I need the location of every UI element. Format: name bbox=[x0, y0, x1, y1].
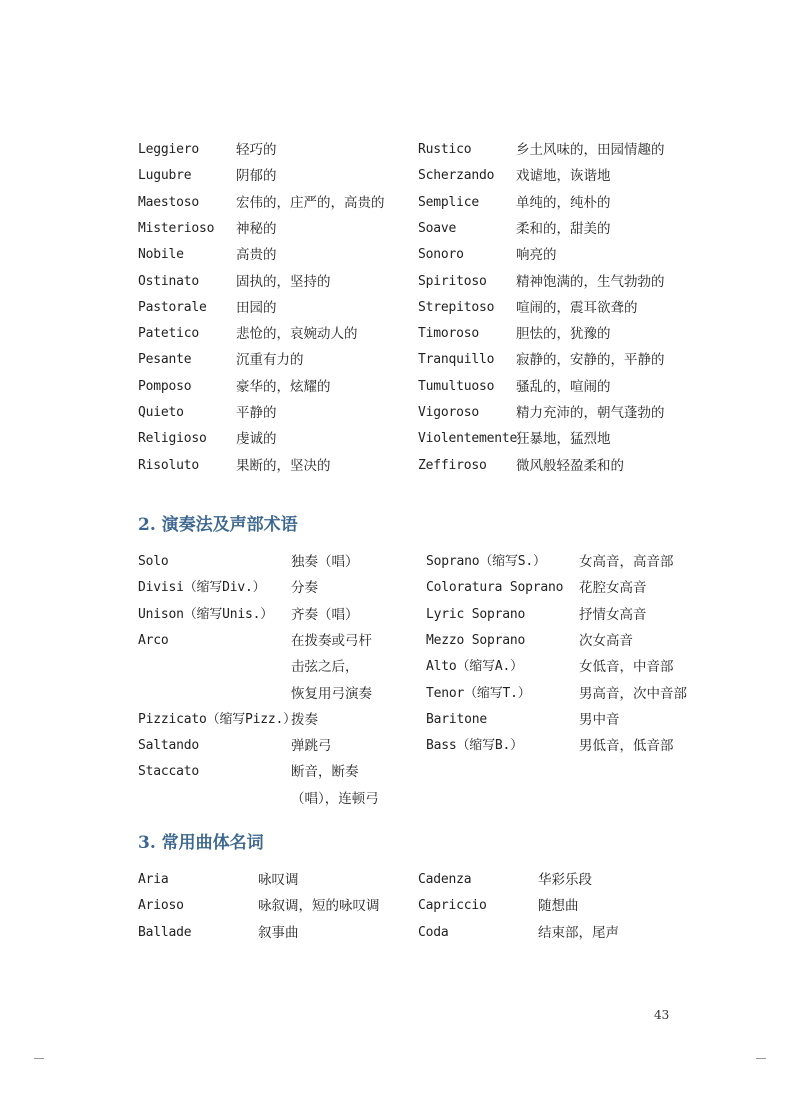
term-meaning: 咏叙调，短的咏叹调 bbox=[258, 898, 380, 914]
term: Divisi（缩写Div.） bbox=[138, 580, 266, 595]
term-meaning: 喧闹的，震耳欲聋的 bbox=[516, 300, 638, 316]
term-meaning: 击弦之后， bbox=[291, 659, 359, 675]
term: Ballade bbox=[138, 925, 192, 940]
term-meaning: 悲怆的，哀婉动人的 bbox=[236, 326, 358, 342]
term: Staccato bbox=[138, 764, 200, 779]
term: Timoroso bbox=[418, 326, 480, 341]
term-meaning: 女高音，高音部 bbox=[579, 554, 674, 570]
term-meaning: （唱），连顿弓 bbox=[291, 791, 379, 807]
term: Risoluto bbox=[138, 458, 200, 473]
term-meaning: 柔和的，甜美的 bbox=[516, 221, 611, 237]
term: Soave bbox=[418, 221, 457, 236]
term-meaning: 单纯的，纯朴的 bbox=[516, 195, 611, 211]
crop-mark-left bbox=[34, 1058, 44, 1059]
term: Arioso bbox=[138, 898, 184, 913]
term-meaning: 高贵的 bbox=[236, 247, 277, 263]
term-meaning: 精神饱满的，生气勃勃的 bbox=[516, 274, 665, 290]
term: Rustico bbox=[418, 142, 472, 157]
term: Pesante bbox=[138, 352, 192, 367]
term: Saltando bbox=[138, 738, 200, 753]
term-meaning: 阴郁的 bbox=[236, 168, 277, 184]
term: Semplice bbox=[418, 195, 480, 210]
term: Cadenza bbox=[418, 872, 472, 887]
term-meaning: 花腔女高音 bbox=[579, 580, 647, 596]
term: Nobile bbox=[138, 247, 184, 262]
term-meaning: 胆怯的，犹豫的 bbox=[516, 326, 611, 342]
term-meaning: 宏伟的，庄严的，高贵的 bbox=[236, 195, 385, 211]
term: Misterioso bbox=[138, 221, 215, 236]
term: Alto（缩写A.） bbox=[426, 659, 523, 674]
term-meaning: 沉重有力的 bbox=[236, 352, 304, 368]
term-meaning: 男高音，次中音部 bbox=[579, 686, 687, 702]
crop-mark-right bbox=[756, 1058, 766, 1059]
term-meaning: 抒情女高音 bbox=[579, 607, 647, 623]
term: Tranquillo bbox=[418, 352, 495, 367]
term-meaning: 咏叹调 bbox=[258, 872, 299, 888]
term-meaning: 拨奏 bbox=[291, 712, 318, 728]
term-meaning: 果断的，坚决的 bbox=[236, 458, 331, 474]
page-number: 43 bbox=[654, 1008, 670, 1022]
term: Tumultuoso bbox=[418, 379, 495, 394]
term: Solo bbox=[138, 554, 169, 569]
term: Spiritoso bbox=[418, 274, 487, 289]
term-meaning: 骚乱的，喧闹的 bbox=[516, 379, 611, 395]
term-meaning: 豪华的，炫耀的 bbox=[236, 379, 331, 395]
term: Scherzando bbox=[418, 168, 495, 183]
term-meaning: 分奏 bbox=[291, 580, 318, 596]
term: Maestoso bbox=[138, 195, 200, 210]
term: Ostinato bbox=[138, 274, 200, 289]
term-meaning: 齐奏（唱） bbox=[291, 607, 359, 623]
term-meaning: 固执的，坚持的 bbox=[236, 274, 331, 290]
term-meaning: 华彩乐段 bbox=[538, 872, 592, 888]
term: Capriccio bbox=[418, 898, 487, 913]
term-meaning: 虔诚的 bbox=[236, 431, 277, 447]
term-meaning: 独奏（唱） bbox=[291, 554, 359, 570]
term: Violentemente bbox=[418, 431, 518, 446]
term-meaning: 微风般轻盈柔和的 bbox=[516, 458, 624, 474]
term: Pastorale bbox=[138, 300, 207, 315]
term: Mezzo Soprano bbox=[426, 633, 526, 648]
term-meaning: 叙事曲 bbox=[258, 925, 299, 941]
term: Tenor（缩写T.） bbox=[426, 686, 531, 701]
term: Zeffiroso bbox=[418, 458, 487, 473]
term: Pizzicato（缩写Pizz.） bbox=[138, 712, 296, 727]
term-meaning: 田园的 bbox=[236, 300, 277, 316]
term-meaning: 结束部，尾声 bbox=[538, 925, 619, 941]
term: Patetico bbox=[138, 326, 200, 341]
term: Coloratura Soprano bbox=[426, 580, 564, 595]
term: Strepitoso bbox=[418, 300, 495, 315]
term-meaning: 弹跳弓 bbox=[291, 738, 332, 754]
term: Soprano（缩写S.） bbox=[426, 554, 546, 569]
term: Lyric Soprano bbox=[426, 607, 526, 622]
term: Baritone bbox=[426, 712, 488, 727]
term-meaning: 响亮的 bbox=[516, 247, 557, 263]
term-meaning: 恢复用弓演奏 bbox=[291, 686, 372, 702]
term-meaning: 乡土风味的，田园情趣的 bbox=[516, 142, 665, 158]
term: Vigoroso bbox=[418, 405, 480, 420]
term-meaning: 随想曲 bbox=[538, 898, 579, 914]
term: Coda bbox=[418, 925, 449, 940]
term: Religioso bbox=[138, 431, 207, 446]
term-meaning: 平静的 bbox=[236, 405, 277, 421]
term-meaning: 精力充沛的，朝气蓬勃的 bbox=[516, 405, 665, 421]
term-meaning: 女低音，中音部 bbox=[579, 659, 674, 675]
term-meaning: 断音，断奏 bbox=[291, 764, 359, 780]
term: Leggiero bbox=[138, 142, 200, 157]
term: Aria bbox=[138, 872, 169, 887]
term-meaning: 神秘的 bbox=[236, 221, 277, 237]
term: Arco bbox=[138, 633, 169, 648]
term-meaning: 戏谑地，诙谐地 bbox=[516, 168, 611, 184]
term: Bass（缩写B.） bbox=[426, 738, 523, 753]
term-meaning: 男低音，低音部 bbox=[579, 738, 674, 754]
term-meaning: 寂静的，安静的，平静的 bbox=[516, 352, 665, 368]
term: Lugubre bbox=[138, 168, 192, 183]
term: Quieto bbox=[138, 405, 184, 420]
section-2-heading: 2. 演奏法及声部术语 bbox=[138, 515, 298, 535]
term-meaning: 在拨奏或弓杆 bbox=[291, 633, 372, 649]
term-meaning: 狂暴地，猛烈地 bbox=[516, 431, 611, 447]
term: Sonoro bbox=[418, 247, 464, 262]
term: Pomposo bbox=[138, 379, 192, 394]
term: Unison（缩写Unis.） bbox=[138, 607, 274, 622]
term-meaning: 男中音 bbox=[579, 712, 620, 728]
section-3-heading: 3. 常用曲体名词 bbox=[138, 833, 264, 853]
term-meaning: 次女高音 bbox=[579, 633, 633, 649]
term-meaning: 轻巧的 bbox=[236, 142, 277, 158]
